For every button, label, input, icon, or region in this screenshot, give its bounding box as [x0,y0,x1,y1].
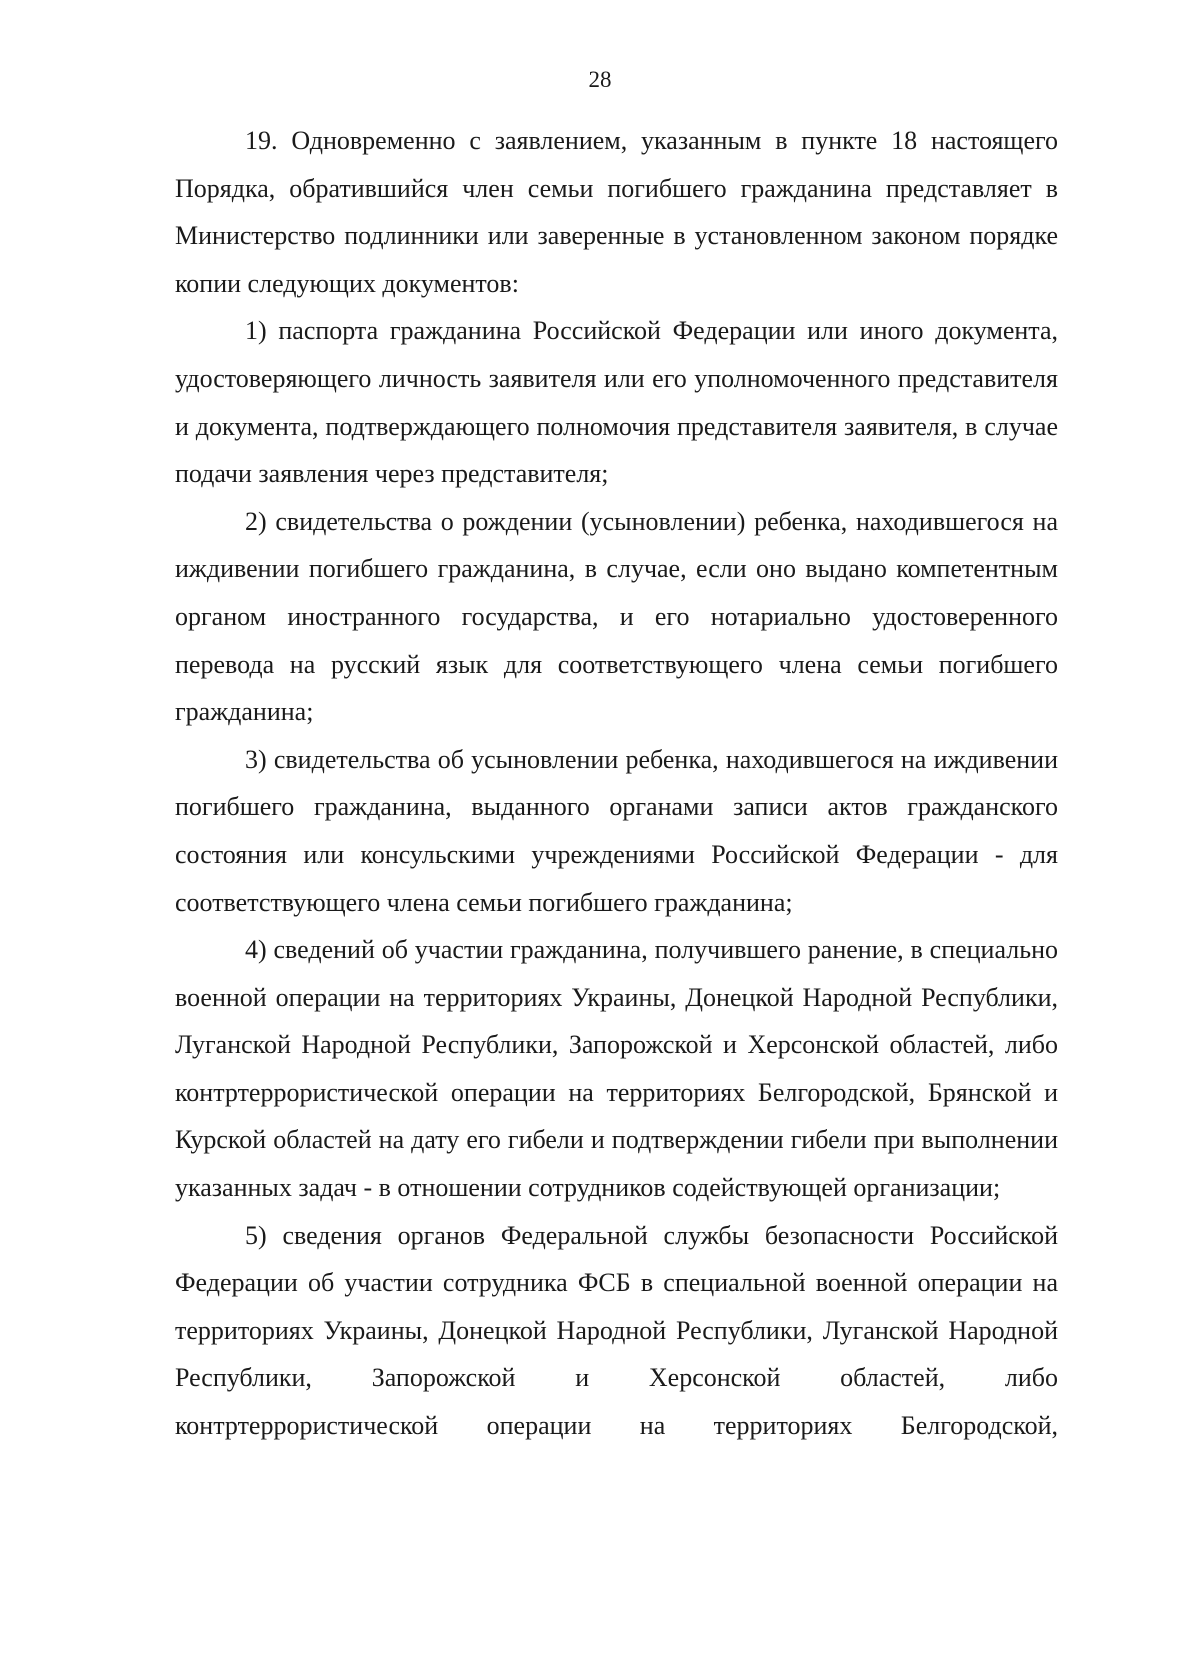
document-body [175,117,1058,1450]
list-item-2: 2) свидетельства о рождении (усыновлении) ребенка, находившегося на иждивении погибшего гражданина, в случае, если оно выдано компетентным органом иностранного государства, и его нотариально удостоверенного перевода на русский язык для соответствующего члена семьи погибшего гражданина; [175,506,1058,727]
list-item-5: 5) сведения органов Федеральной службы безопасности Российской Федерации об участии сотрудника ФСБ в специальной военной операции на территориях Украины, Донецкой Народной Республики, Луганской Народной Республики, Запорожской и Херсонской областей, либо контртеррористической операции на территориях Белгородской, [175,1220,1058,1441]
page-number: 28 [588,67,612,92]
paragraph-19: 19. Одновременно с заявлением, указанным в пункте 18 настоящего Порядка, обратившийся член семьи погибшего гражданина представляет в Министерство подлинники или заверенные в установленном законом порядке копии следующих документов: [175,126,1058,298]
list-item-4: 4) сведений об участии гражданина, получившего ранение, в специально военной операции на территориях Украины, Донецкой Народной Республики, Луганской Народной Республики, Запорожской и Херсонской областей, либо контртеррористической операции на территориях Белгородской, Брянской и Курской областей на дату его гибели и подтверждении гибели при выполнении указанных задач - в отношении сотрудников содействующей организации; [175,935,1058,1203]
list-item-1: 1) паспорта гражданина Российской Федерации или иного документа, удостоверяющего личность заявителя или его уполномоченного представителя и документа, подтверждающего полномочия представителя заявителя, в случае подачи заявления через представителя; [175,316,1058,489]
list-item-3: 3) свидетельства об усыновлении ребенка, находившегося на иждивении погибшего гражданина, выданного органами записи актов гражданского состояния или консульскими учреждениями Российской Федерации - для соответствующего члена семьи погибшего гражданина; [175,744,1058,917]
